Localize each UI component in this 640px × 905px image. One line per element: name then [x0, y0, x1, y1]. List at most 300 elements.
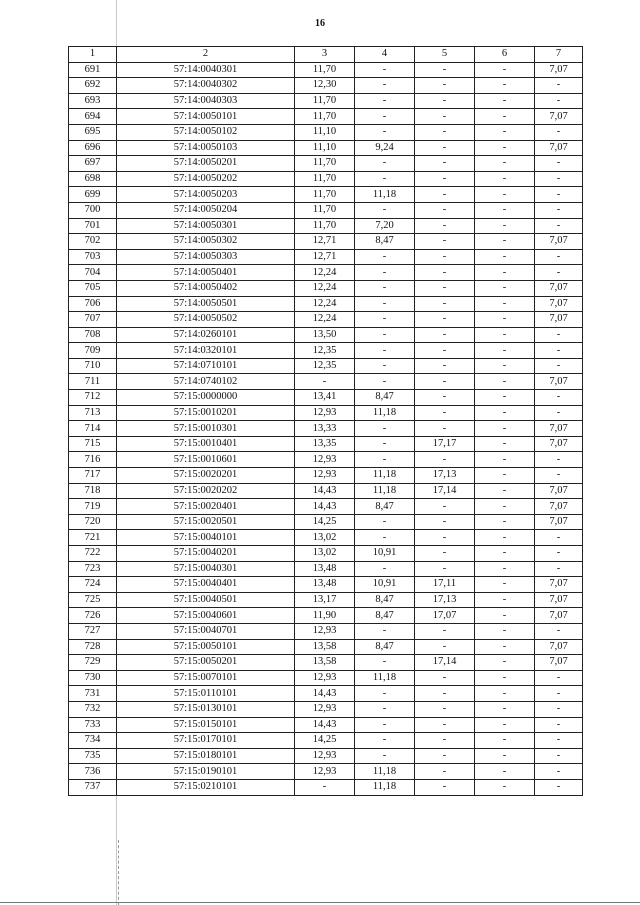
table-cell-col-2: 57:14:0740102	[117, 374, 295, 390]
table-cell-col-3: 12,30	[295, 78, 355, 94]
column-header-1: 1	[69, 47, 117, 63]
table-cell-col-1: 699	[69, 187, 117, 203]
table-cell-col-4: 11,18	[355, 764, 415, 780]
table-cell-col-6: -	[475, 374, 535, 390]
table-cell-col-1: 731	[69, 686, 117, 702]
table-cell-col-7: 7,07	[535, 499, 583, 515]
table-cell-col-2: 57:15:0150101	[117, 717, 295, 733]
table-cell-col-6: -	[475, 623, 535, 639]
table-cell-col-7: 7,07	[535, 62, 583, 78]
table-cell-col-2: 57:14:0050401	[117, 265, 295, 281]
table-cell-col-4: -	[355, 452, 415, 468]
table-cell-col-2: 57:14:0260101	[117, 327, 295, 343]
table-row	[69, 701, 583, 717]
table-cell-col-1: 717	[69, 468, 117, 484]
table-cell-col-4: -	[355, 717, 415, 733]
table-cell-col-2: 57:15:0040101	[117, 530, 295, 546]
table-cell-col-1: 720	[69, 514, 117, 530]
table-cell-col-6: -	[475, 343, 535, 359]
table-cell-col-4: -	[355, 62, 415, 78]
table-cell-col-3: 11,70	[295, 156, 355, 172]
table-cell-col-4: -	[355, 109, 415, 125]
table-cell-col-3: 13,02	[295, 546, 355, 562]
table-cell-col-1: 722	[69, 546, 117, 562]
column-header-3: 3	[295, 47, 355, 63]
table-cell-col-2: 57:14:0050302	[117, 234, 295, 250]
table-cell-col-5: -	[415, 202, 475, 218]
table-cell-col-3: 12,93	[295, 764, 355, 780]
table-cell-col-2: 57:14:0050301	[117, 218, 295, 234]
table-cell-col-2: 57:15:0020201	[117, 468, 295, 484]
table-row	[69, 592, 583, 608]
table-cell-col-6: -	[475, 140, 535, 156]
table-cell-col-7: -	[535, 124, 583, 140]
table-cell-col-7: -	[535, 218, 583, 234]
scan-margin-line-dashed	[118, 840, 119, 905]
column-header-4: 4	[355, 47, 415, 63]
table-cell-col-7: -	[535, 468, 583, 484]
table-cell-col-3: 14,25	[295, 733, 355, 749]
table-cell-col-4: 8,47	[355, 234, 415, 250]
table-cell-col-5: -	[415, 93, 475, 109]
table-cell-col-1: 736	[69, 764, 117, 780]
table-cell-col-5: -	[415, 312, 475, 328]
table-cell-col-3: 11,70	[295, 109, 355, 125]
table-row	[69, 280, 583, 296]
table-cell-col-5: -	[415, 234, 475, 250]
table-cell-col-7: -	[535, 343, 583, 359]
table-cell-col-3: 12,71	[295, 234, 355, 250]
table-cell-col-4: -	[355, 312, 415, 328]
table-cell-col-2: 57:14:0040301	[117, 62, 295, 78]
table-cell-col-7: -	[535, 779, 583, 795]
table-cell-col-1: 726	[69, 608, 117, 624]
table-cell-col-2: 57:14:0050501	[117, 296, 295, 312]
table-cell-col-1: 732	[69, 701, 117, 717]
table-cell-col-1: 723	[69, 561, 117, 577]
table-cell-col-7: -	[535, 686, 583, 702]
table-row	[69, 639, 583, 655]
table-cell-col-4: 11,18	[355, 405, 415, 421]
table-cell-col-4: 10,91	[355, 546, 415, 562]
table-cell-col-4: -	[355, 280, 415, 296]
table-cell-col-3: 11,70	[295, 187, 355, 203]
table-cell-col-2: 57:14:0050103	[117, 140, 295, 156]
column-header-6: 6	[475, 47, 535, 63]
table-cell-col-2: 57:15:0210101	[117, 779, 295, 795]
table-row	[69, 187, 583, 203]
cadastral-value-table	[68, 46, 583, 796]
table-cell-col-5: -	[415, 265, 475, 281]
table-cell-col-1: 733	[69, 717, 117, 733]
table-cell-col-4: -	[355, 171, 415, 187]
table-cell-col-6: -	[475, 546, 535, 562]
table-cell-col-2: 57:15:0050101	[117, 639, 295, 655]
table-cell-col-7: -	[535, 623, 583, 639]
table-row	[69, 109, 583, 125]
table-cell-col-4: 7,20	[355, 218, 415, 234]
table-row	[69, 140, 583, 156]
table-cell-col-5: -	[415, 514, 475, 530]
table-row	[69, 358, 583, 374]
table-cell-col-1: 734	[69, 733, 117, 749]
table-cell-col-4: -	[355, 124, 415, 140]
table-cell-col-6: -	[475, 171, 535, 187]
table-row	[69, 249, 583, 265]
table-cell-col-7: 7,07	[535, 655, 583, 671]
table-cell-col-1: 729	[69, 655, 117, 671]
table-cell-col-6: -	[475, 577, 535, 593]
table-cell-col-4: 11,18	[355, 468, 415, 484]
table-cell-col-4: 10,91	[355, 577, 415, 593]
table-cell-col-5: -	[415, 499, 475, 515]
table-cell-col-1: 692	[69, 78, 117, 94]
table-cell-col-4: 11,18	[355, 187, 415, 203]
table-cell-col-5: 17,07	[415, 608, 475, 624]
table-row	[69, 452, 583, 468]
table-cell-col-3: 14,43	[295, 483, 355, 499]
table-cell-col-5: -	[415, 156, 475, 172]
table-row	[69, 499, 583, 515]
table-cell-col-5: -	[415, 623, 475, 639]
table-cell-col-5: -	[415, 109, 475, 125]
table-cell-col-1: 709	[69, 343, 117, 359]
table-cell-col-2: 57:15:0040301	[117, 561, 295, 577]
table-cell-col-5: -	[415, 343, 475, 359]
table-cell-col-2: 57:15:0040401	[117, 577, 295, 593]
table-cell-col-4: 8,47	[355, 592, 415, 608]
column-header-2: 2	[117, 47, 295, 63]
table-cell-col-4: 8,47	[355, 390, 415, 406]
table-cell-col-6: -	[475, 530, 535, 546]
table-cell-col-5: -	[415, 187, 475, 203]
table-cell-col-2: 57:15:0050201	[117, 655, 295, 671]
table-cell-col-1: 691	[69, 62, 117, 78]
table-cell-col-7: -	[535, 327, 583, 343]
table-cell-col-3: 13,58	[295, 639, 355, 655]
table-cell-col-5: -	[415, 530, 475, 546]
table-cell-col-4: 8,47	[355, 608, 415, 624]
table-cell-col-1: 705	[69, 280, 117, 296]
table-cell-col-2: 57:15:0170101	[117, 733, 295, 749]
table-cell-col-4: -	[355, 530, 415, 546]
table-cell-col-3: 12,93	[295, 468, 355, 484]
table-cell-col-2: 57:14:0050502	[117, 312, 295, 328]
table-row	[69, 218, 583, 234]
table-cell-col-1: 715	[69, 436, 117, 452]
table-cell-col-2: 57:14:0050201	[117, 156, 295, 172]
table-cell-col-1: 708	[69, 327, 117, 343]
table-cell-col-7: 7,07	[535, 312, 583, 328]
table-cell-col-5: -	[415, 62, 475, 78]
table-cell-col-5: -	[415, 452, 475, 468]
table-cell-col-3: 14,43	[295, 499, 355, 515]
table-cell-col-6: -	[475, 733, 535, 749]
table-cell-col-6: -	[475, 717, 535, 733]
table-cell-col-4: 8,47	[355, 639, 415, 655]
table-cell-col-3: 14,43	[295, 686, 355, 702]
table-cell-col-5: 17,14	[415, 655, 475, 671]
table-cell-col-4: -	[355, 655, 415, 671]
table-cell-col-3: 12,24	[295, 296, 355, 312]
table-cell-col-7: -	[535, 187, 583, 203]
table-cell-col-6: -	[475, 187, 535, 203]
table-cell-col-6: -	[475, 468, 535, 484]
table-row	[69, 748, 583, 764]
table-cell-col-5: -	[415, 78, 475, 94]
table-cell-col-4: -	[355, 561, 415, 577]
table-cell-col-3: -	[295, 779, 355, 795]
table-cell-col-1: 711	[69, 374, 117, 390]
table-cell-col-2: 57:15:0010301	[117, 421, 295, 437]
table-cell-col-5: -	[415, 140, 475, 156]
table-cell-col-3: 12,93	[295, 623, 355, 639]
table-cell-col-2: 57:15:0040601	[117, 608, 295, 624]
table-cell-col-6: -	[475, 156, 535, 172]
table-cell-col-7: 7,07	[535, 483, 583, 499]
table-cell-col-3: 12,24	[295, 312, 355, 328]
table-cell-col-2: 57:14:0050303	[117, 249, 295, 265]
table-cell-col-5: -	[415, 733, 475, 749]
table-cell-col-7: 7,07	[535, 608, 583, 624]
table-cell-col-7: -	[535, 546, 583, 562]
table-cell-col-1: 714	[69, 421, 117, 437]
table-row	[69, 764, 583, 780]
table-cell-col-6: -	[475, 124, 535, 140]
table-cell-col-6: -	[475, 265, 535, 281]
table-cell-col-3: 13,33	[295, 421, 355, 437]
table-cell-col-1: 701	[69, 218, 117, 234]
table-cell-col-4: -	[355, 358, 415, 374]
table-cell-col-3: 11,70	[295, 171, 355, 187]
table-cell-col-4: -	[355, 296, 415, 312]
table-cell-col-1: 695	[69, 124, 117, 140]
table-cell-col-7: -	[535, 358, 583, 374]
table-cell-col-6: -	[475, 390, 535, 406]
table-cell-col-4: 11,18	[355, 670, 415, 686]
table-cell-col-6: -	[475, 514, 535, 530]
table-cell-col-6: -	[475, 62, 535, 78]
table-cell-col-6: -	[475, 655, 535, 671]
table-cell-col-5: -	[415, 327, 475, 343]
table-cell-col-4: -	[355, 436, 415, 452]
table-cell-col-5: -	[415, 358, 475, 374]
table-cell-col-6: -	[475, 218, 535, 234]
table-row	[69, 436, 583, 452]
table-cell-col-7: -	[535, 530, 583, 546]
table-cell-col-4: -	[355, 421, 415, 437]
table-cell-col-4: -	[355, 78, 415, 94]
table-cell-col-2: 57:15:0010601	[117, 452, 295, 468]
table-cell-col-5: -	[415, 405, 475, 421]
table-cell-col-2: 57:15:0070101	[117, 670, 295, 686]
table-cell-col-5: -	[415, 421, 475, 437]
table-cell-col-7: -	[535, 452, 583, 468]
table-cell-col-5: -	[415, 374, 475, 390]
table-cell-col-4: -	[355, 343, 415, 359]
table-cell-col-7: 7,07	[535, 592, 583, 608]
table-cell-col-7: 7,07	[535, 374, 583, 390]
table-cell-col-2: 57:15:0040501	[117, 592, 295, 608]
table-cell-col-6: -	[475, 93, 535, 109]
table-cell-col-7: -	[535, 249, 583, 265]
table-cell-col-6: -	[475, 312, 535, 328]
table-cell-col-2: 57:14:0050102	[117, 124, 295, 140]
table-cell-col-5: -	[415, 561, 475, 577]
table-cell-col-1: 696	[69, 140, 117, 156]
table-cell-col-5: -	[415, 670, 475, 686]
table-cell-col-3: 14,43	[295, 717, 355, 733]
table-cell-col-5: -	[415, 764, 475, 780]
table-row	[69, 483, 583, 499]
table-cell-col-5: -	[415, 701, 475, 717]
table-cell-col-2: 57:14:0050101	[117, 109, 295, 125]
table-cell-col-2: 57:15:0040701	[117, 623, 295, 639]
table-cell-col-3: 11,70	[295, 93, 355, 109]
table-cell-col-2: 57:15:0020202	[117, 483, 295, 499]
table-cell-col-1: 727	[69, 623, 117, 639]
table-cell-col-2: 57:15:0190101	[117, 764, 295, 780]
table-cell-col-7: 7,07	[535, 421, 583, 437]
table-cell-col-3: 13,58	[295, 655, 355, 671]
table-row	[69, 296, 583, 312]
table-cell-col-2: 57:14:0050204	[117, 202, 295, 218]
table-cell-col-4: 8,47	[355, 499, 415, 515]
table-cell-col-1: 704	[69, 265, 117, 281]
table-cell-col-7: 7,07	[535, 296, 583, 312]
table-cell-col-6: -	[475, 701, 535, 717]
table-row	[69, 156, 583, 172]
table-cell-col-5: -	[415, 546, 475, 562]
table-cell-col-2: 57:14:0040303	[117, 93, 295, 109]
table-cell-col-7: -	[535, 156, 583, 172]
table-row	[69, 343, 583, 359]
table-row	[69, 577, 583, 593]
table-cell-col-4: -	[355, 514, 415, 530]
table-row	[69, 124, 583, 140]
table-cell-col-5: 17,17	[415, 436, 475, 452]
table-cell-col-1: 724	[69, 577, 117, 593]
table-cell-col-3: 13,17	[295, 592, 355, 608]
table-row	[69, 733, 583, 749]
table-cell-col-3: 11,70	[295, 62, 355, 78]
table-cell-col-3: 13,48	[295, 577, 355, 593]
table-cell-col-5: 17,11	[415, 577, 475, 593]
table-cell-col-2: 57:14:0320101	[117, 343, 295, 359]
table-row	[69, 546, 583, 562]
table-cell-col-6: -	[475, 327, 535, 343]
table-header	[69, 47, 583, 63]
table-cell-col-4: -	[355, 733, 415, 749]
table-cell-col-1: 707	[69, 312, 117, 328]
table-cell-col-1: 698	[69, 171, 117, 187]
table-cell-col-4: -	[355, 156, 415, 172]
table-cell-col-6: -	[475, 608, 535, 624]
table-cell-col-1: 700	[69, 202, 117, 218]
table-cell-col-7: -	[535, 405, 583, 421]
table-row	[69, 561, 583, 577]
table-cell-col-6: -	[475, 764, 535, 780]
table-cell-col-6: -	[475, 296, 535, 312]
table-row	[69, 265, 583, 281]
table-cell-col-3: 12,24	[295, 265, 355, 281]
table-row	[69, 468, 583, 484]
table-cell-col-4: -	[355, 327, 415, 343]
table-row	[69, 374, 583, 390]
table-cell-col-4: -	[355, 374, 415, 390]
table-cell-col-7: -	[535, 265, 583, 281]
table-row	[69, 655, 583, 671]
table-cell-col-3: 13,02	[295, 530, 355, 546]
table-cell-col-4: 9,24	[355, 140, 415, 156]
table-cell-col-3: 11,90	[295, 608, 355, 624]
table-cell-col-7: 7,07	[535, 280, 583, 296]
table-cell-col-7: 7,07	[535, 577, 583, 593]
table-cell-col-4: -	[355, 623, 415, 639]
table-row	[69, 202, 583, 218]
table-row	[69, 234, 583, 250]
table-cell-col-6: -	[475, 561, 535, 577]
scan-bottom-edge	[0, 902, 640, 903]
table-row	[69, 390, 583, 406]
table-cell-col-7: -	[535, 670, 583, 686]
table-cell-col-3: 12,24	[295, 280, 355, 296]
table-row	[69, 717, 583, 733]
table-row	[69, 514, 583, 530]
table-cell-col-3: 12,93	[295, 405, 355, 421]
table-cell-col-1: 697	[69, 156, 117, 172]
table-cell-col-2: 57:15:0020501	[117, 514, 295, 530]
table-cell-col-6: -	[475, 249, 535, 265]
table-cell-col-5: -	[415, 124, 475, 140]
table-cell-col-2: 57:15:0000000	[117, 390, 295, 406]
table-cell-col-1: 703	[69, 249, 117, 265]
table-cell-col-3: 12,93	[295, 670, 355, 686]
table-cell-col-7: -	[535, 93, 583, 109]
table-cell-col-7: 7,07	[535, 234, 583, 250]
table-row	[69, 171, 583, 187]
table-cell-col-1: 735	[69, 748, 117, 764]
table-row	[69, 623, 583, 639]
table-cell-col-6: -	[475, 234, 535, 250]
table-cell-col-1: 730	[69, 670, 117, 686]
table-cell-col-6: -	[475, 109, 535, 125]
table-cell-col-7: -	[535, 748, 583, 764]
table-row	[69, 327, 583, 343]
table-row	[69, 530, 583, 546]
table-cell-col-5: -	[415, 249, 475, 265]
table-cell-col-7: 7,07	[535, 514, 583, 530]
table-cell-col-4: -	[355, 202, 415, 218]
table-cell-col-1: 710	[69, 358, 117, 374]
table-cell-col-7: 7,07	[535, 436, 583, 452]
table-cell-col-5: -	[415, 639, 475, 655]
table-cell-col-7: 7,07	[535, 639, 583, 655]
table-cell-col-3: 11,10	[295, 124, 355, 140]
table-cell-col-3: 13,35	[295, 436, 355, 452]
table-row	[69, 686, 583, 702]
table-cell-col-3: 12,35	[295, 343, 355, 359]
table-cell-col-4: -	[355, 93, 415, 109]
table-cell-col-5: -	[415, 296, 475, 312]
table-cell-col-5: -	[415, 280, 475, 296]
table-cell-col-1: 694	[69, 109, 117, 125]
table-cell-col-1: 725	[69, 592, 117, 608]
table-cell-col-1: 719	[69, 499, 117, 515]
table-row	[69, 405, 583, 421]
table-cell-col-3: 12,93	[295, 452, 355, 468]
table-cell-col-6: -	[475, 421, 535, 437]
